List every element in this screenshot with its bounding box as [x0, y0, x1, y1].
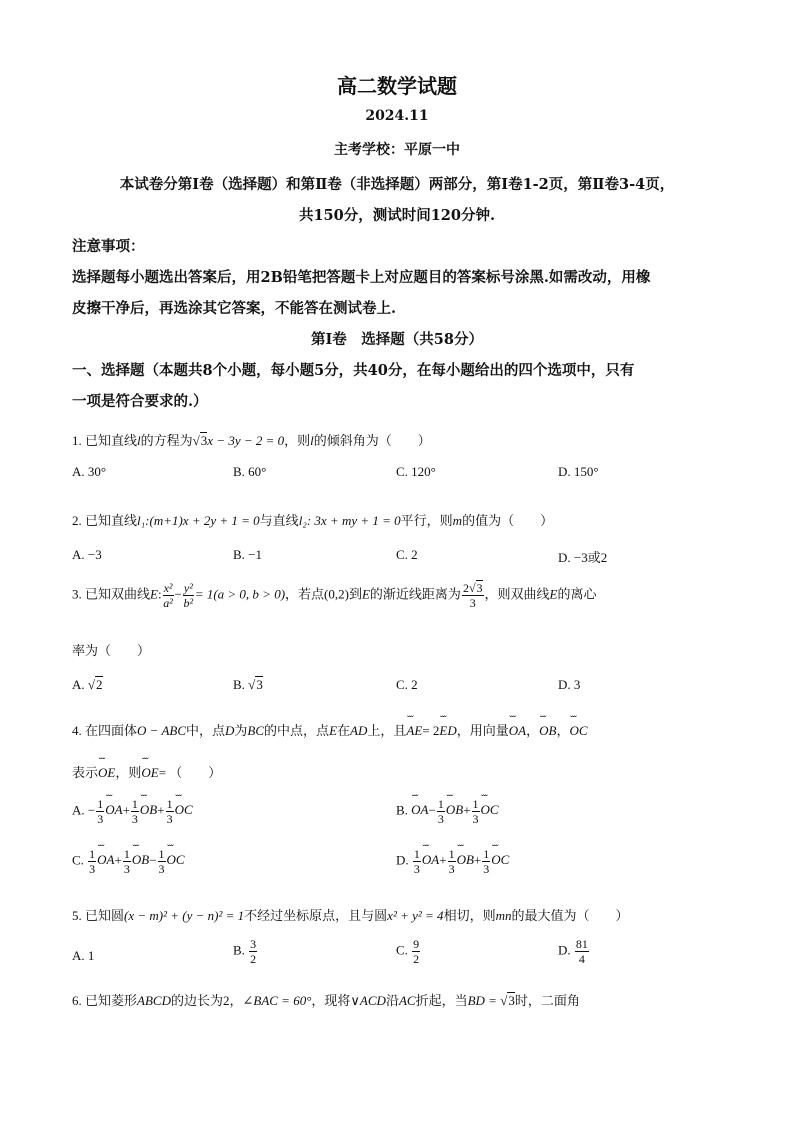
- q4-vec-oc: ˇˇˇ OC: [569, 723, 587, 739]
- q3-E: E: [150, 586, 158, 602]
- q3-distance: [462, 582, 484, 609]
- q5-b-frac: [249, 938, 257, 965]
- q3-frac-x-num: x²: [163, 581, 173, 595]
- q4-text-a: 4. 在四面体: [72, 723, 138, 738]
- q4-text-h: 表示: [72, 765, 99, 780]
- q2-eq2: : 3x + my + 1 = 0: [306, 513, 401, 528]
- q6-mid4: 折起，当: [415, 993, 468, 1008]
- q6-triangle: ∨ACD: [350, 993, 386, 1008]
- q4-c-frac1: [88, 848, 96, 875]
- q3-line-2: 率为（ ）: [72, 643, 151, 658]
- q2-eq1: :(m+1)x + 2y + 1 = 0: [145, 513, 260, 528]
- q5-option-b: [233, 938, 258, 965]
- q5-circle-eq2: x² + y² = 4: [387, 908, 444, 923]
- q4-text-j: = （ ）: [158, 765, 222, 780]
- question-4: [72, 720, 588, 739]
- q1-var-l: l: [137, 433, 141, 448]
- q4-d-sign3: +: [473, 852, 482, 868]
- q4-a-frac3: [166, 798, 174, 825]
- q4-option-a: [72, 798, 193, 825]
- q6-mid2: ，现将: [311, 993, 351, 1008]
- q2-l2: l₂: [298, 513, 307, 528]
- q1-prefix: 1. 已知直线: [72, 433, 138, 448]
- notice-line-2: 皮擦干净后，再选涂其它答案，不能答在测试卷上.: [72, 300, 397, 317]
- q3-colon: :: [157, 586, 162, 602]
- q4-c-label: C.: [72, 852, 84, 868]
- q4-vec-oe: ˇˇˇ OE: [98, 765, 115, 781]
- q4-c-frac3: [158, 848, 166, 875]
- q6-prefix: 6. 已知菱形: [72, 993, 138, 1008]
- q1-var-l-2: l: [310, 433, 314, 448]
- q4-option-d: [396, 848, 509, 875]
- q6-mid3: 沿: [385, 993, 399, 1008]
- q3-frac-y-num: y²: [183, 581, 193, 595]
- q3-option-b-value: 3: [256, 677, 263, 692]
- q4-a-frac3-den: 3: [166, 812, 173, 826]
- q3-frac-y: [183, 582, 194, 609]
- q4-vec-ae: ˇˇˇ AE: [406, 723, 422, 739]
- q2-mid: 与直线: [259, 513, 299, 528]
- q3-option-d: D. 3: [558, 677, 581, 692]
- q4-c-sign2: +: [114, 852, 122, 868]
- q1-mid: 的方程为: [140, 433, 193, 448]
- q5-b-num: 3: [250, 937, 257, 951]
- question-5: [72, 905, 628, 924]
- q4-option-b: [396, 798, 499, 825]
- q4-d-oc: ˇˇˇ OC: [491, 852, 509, 868]
- q4-c-frac2-den: 3: [123, 862, 130, 876]
- q5-circle-eq: (x − m)² + (y − n)² = 1: [124, 908, 245, 923]
- q5-prefix: 5. 已知圆: [72, 908, 125, 923]
- q4-c-frac3-num: 1: [158, 847, 165, 861]
- host-school: 主考学校：平原一中: [334, 142, 460, 158]
- q4-text-d: 的中点，点: [264, 723, 330, 738]
- q4-text-g: ，用向量: [456, 723, 509, 738]
- q1-sqrt-value: 3: [200, 433, 208, 448]
- q4-d-frac3-num: 1: [483, 847, 490, 861]
- q4-text-b: 中，点: [186, 723, 226, 738]
- q4-a-sign2: +: [122, 802, 130, 818]
- q5-suffix: 相切，则: [443, 908, 496, 923]
- q4-b-frac2-den: 3: [437, 812, 444, 826]
- q6-tail: 时，二面角: [514, 993, 580, 1008]
- q4-d-frac1-den: 3: [413, 862, 420, 876]
- q3-option-b-label: B.: [233, 677, 245, 692]
- q3-mid: ，若点(0,2)到: [285, 586, 362, 602]
- q5-mn: mn: [495, 908, 512, 923]
- q2-suffix: 平行，则: [400, 513, 453, 528]
- q1-sqrt-sign: √: [192, 433, 200, 448]
- q4-c-frac1-num: 1: [89, 847, 96, 861]
- q4-eq2: = 2: [422, 723, 440, 738]
- q3-tail: 的离心: [557, 586, 597, 602]
- q4-b-oc: ˇˇˇ OC: [481, 802, 499, 818]
- q4-option-c: [72, 848, 185, 875]
- q5-b-den: 2: [250, 952, 257, 966]
- q2-tail: 的值为（ ）: [462, 513, 554, 528]
- q1-option-c: C. 120°: [396, 464, 436, 479]
- q3-distance-num: 2√3: [462, 581, 483, 595]
- q4-tetrahedron: O − ABC: [137, 723, 186, 738]
- question-2: [72, 510, 553, 529]
- part1-heading: 第Ⅰ卷 选择题（共58分）: [311, 331, 483, 348]
- q6-mid: 的边长为2，: [170, 993, 243, 1008]
- q4-a-oc: ˇˇˇ OC: [175, 802, 193, 818]
- q3-option-b: B. √3: [233, 677, 263, 692]
- q4-b-oa: ˇˇˇ OA: [411, 802, 428, 818]
- q4-line-2: [72, 762, 221, 781]
- q4-a-frac2-den: 3: [131, 812, 138, 826]
- q3-option-a: A. √2: [72, 677, 103, 692]
- q4-d-ob: ˇˇˇ OB: [457, 852, 474, 868]
- q4-vec-oe-2: ˇˇˇ OE: [141, 765, 158, 781]
- q2-var-m: m: [452, 513, 463, 528]
- q4-a-ob: ˇˇˇ OB: [140, 802, 157, 818]
- q4-d-frac1: [413, 848, 421, 875]
- q4-point-d: D: [225, 723, 235, 738]
- q1-tail: 的倾斜角为（ ）: [313, 433, 431, 448]
- q3-E-2: E: [361, 586, 370, 602]
- question-6: 6. 已知菱形ABCD的边长为2，∠BAC = 60°，现将∨ACD沿AC折起，当BD = √3时，二面角: [72, 993, 580, 1008]
- q4-c-frac1-den: 3: [89, 862, 96, 876]
- q2-option-c: C. 2: [396, 547, 418, 562]
- q3-distance-den: 3: [469, 596, 476, 610]
- q5-d-den: 4: [578, 952, 585, 966]
- q4-d-label: D.: [396, 852, 409, 868]
- q4-text-i: ，则: [115, 765, 142, 780]
- q5-option-d: [558, 938, 590, 965]
- q4-b-frac3: [472, 798, 480, 825]
- q4-c-frac2: [123, 848, 131, 875]
- q6-ac: AC: [398, 993, 416, 1008]
- q3-option-a-label: A.: [72, 677, 85, 692]
- q4-text-f: 上，且: [367, 723, 407, 738]
- q4-a-sign3: +: [157, 802, 165, 818]
- q4-vec-ob: ˇˇˇ OB: [539, 723, 556, 739]
- q3-frac-x-den: a²: [163, 596, 173, 610]
- q4-b-ob: ˇˇˇ OB: [446, 802, 463, 818]
- q2-prefix: 2. 已知直线: [72, 513, 138, 528]
- q4-a-frac2: [131, 798, 139, 825]
- q4-a-frac1-num: 1: [97, 797, 104, 811]
- q4-text-c: 为: [234, 723, 248, 738]
- intro-line-1: 本试卷分第Ⅰ卷（选择题）和第Ⅱ卷（非选择题）两部分，第Ⅰ卷1-2页，第Ⅱ卷3-4页，: [119, 176, 675, 193]
- q4-b-sign3: +: [463, 802, 471, 818]
- q2-option-a: A. −3: [72, 547, 102, 562]
- q6-bd: BD =: [467, 993, 497, 1008]
- q4-vec-oa: ˇˇˇ OA: [509, 723, 526, 739]
- q4-c-sign3: −: [149, 852, 157, 868]
- q4-a-frac1-den: 3: [97, 812, 104, 826]
- q4-b-label: B.: [396, 802, 408, 818]
- q4-ad: AD: [350, 723, 368, 738]
- q6-sqrt3: 3: [508, 993, 515, 1008]
- q5-c-den: 2: [413, 952, 420, 966]
- q4-comma-1: ，: [526, 723, 540, 738]
- q4-a-frac1: [96, 798, 104, 825]
- q3-option-c: C. 2: [396, 677, 418, 692]
- notice-line-1: 选择题每小题选出答案后，用2B铅笔把答题卡上对应题目的答案标号涂黑.如需改动，用橡: [72, 269, 651, 286]
- q1-option-b: B. 60°: [233, 464, 267, 479]
- q5-tail: 的最大值为（ ）: [511, 908, 629, 923]
- q5-d-num: 81: [575, 937, 588, 951]
- q4-c-oa: ˇˇˇ OA: [97, 852, 114, 868]
- q2-l1: l₁: [137, 513, 146, 528]
- q4-d-frac2-num: 1: [448, 847, 455, 861]
- q4-c-oc: ˇˇˇ OC: [167, 852, 185, 868]
- q5-c-frac: [412, 938, 420, 965]
- q6-abcd: ABCD: [137, 993, 171, 1008]
- q3-minus: −: [174, 586, 182, 602]
- question-1: [72, 430, 431, 449]
- q4-a-frac2-num: 1: [131, 797, 138, 811]
- q3-option-a-value: 2: [96, 677, 103, 692]
- q4-d-frac3-den: 3: [483, 862, 490, 876]
- q4-d-oa: ˇˇˇ OA: [422, 852, 439, 868]
- q5-d-label: D.: [558, 942, 571, 958]
- q3-frac-y-den: b²: [183, 596, 194, 610]
- question-3: [72, 582, 597, 609]
- section-line-2: 一项是符合要求的.）: [72, 393, 208, 410]
- q4-d-frac1-num: 1: [413, 847, 420, 861]
- page-title: 高二数学试题: [337, 74, 457, 98]
- q4-d-sign2: +: [439, 852, 447, 868]
- q4-c-ob: ˇˇˇ OB: [132, 852, 149, 868]
- intro-line-2: 共150分，测试时间120分钟.: [298, 207, 496, 224]
- q3-prefix: 3. 已知双曲线: [72, 586, 151, 602]
- section-line-1: 一、选择题（本题共8个小题，每小题5分，共40分，在每小题给出的四个选项中，只有: [72, 362, 635, 379]
- q4-a-label: A.: [72, 802, 85, 818]
- q5-c-num: 9: [413, 937, 420, 951]
- q5-b-label: B.: [233, 942, 245, 958]
- q3-distance-coef: 2: [462, 581, 469, 595]
- q4-comma-2: ，: [556, 723, 570, 738]
- exam-date: 2024.11: [365, 108, 429, 124]
- q4-d-frac2: [448, 848, 456, 875]
- q4-a-sign1: −: [87, 802, 96, 818]
- q2-option-d: D. −3或2: [558, 550, 608, 565]
- q1-equation: x − 3y − 2 = 0: [207, 433, 285, 448]
- q3-suffix: ，则双曲线: [484, 586, 550, 602]
- q3-eq-rest: = 1(a > 0, b > 0): [194, 586, 286, 602]
- q5-d-frac: [575, 938, 589, 965]
- q4-b-frac3-num: 1: [472, 797, 479, 811]
- q1-option-a: A. 30°: [72, 464, 107, 479]
- q1-option-d: D. 150°: [558, 464, 599, 479]
- q4-b-frac3-den: 3: [472, 812, 479, 826]
- q5-mid: 不经过坐标原点，且与圆: [244, 908, 388, 923]
- q4-d-frac3: [482, 848, 490, 875]
- q3-distance-sqrt: 3: [476, 581, 483, 595]
- q3-E-3: E: [549, 586, 558, 602]
- q5-c-label: C.: [396, 942, 408, 958]
- q4-text-e: 在: [337, 723, 351, 738]
- q3-frac-x: [163, 582, 174, 609]
- q4-c-frac2-num: 1: [123, 847, 130, 861]
- q4-a-oa: ˇˇˇ OA: [105, 802, 122, 818]
- notice-heading: 注意事项：: [72, 238, 145, 255]
- q4-c-frac3-den: 3: [158, 862, 165, 876]
- q6-angle: ∠BAC = 60°: [242, 993, 312, 1008]
- q2-option-b: B. −1: [233, 547, 263, 562]
- q4-d-frac2-den: 3: [448, 862, 455, 876]
- q5-option-c: [396, 938, 421, 965]
- q5-option-a: A. 1: [72, 948, 95, 963]
- q4-b-sign2: −: [428, 802, 436, 818]
- q4-b-frac2: [437, 798, 445, 825]
- q4-b-frac2-num: 1: [437, 797, 444, 811]
- q4-a-frac3-num: 1: [166, 797, 173, 811]
- q4-vec-ed: ˇˇˇ ED: [439, 723, 456, 739]
- q4-bc: BC: [247, 723, 265, 738]
- q4-point-e: E: [329, 723, 338, 738]
- q1-suffix: ，则: [284, 433, 311, 448]
- q3-mid2: 的渐近线距离为: [369, 586, 461, 602]
